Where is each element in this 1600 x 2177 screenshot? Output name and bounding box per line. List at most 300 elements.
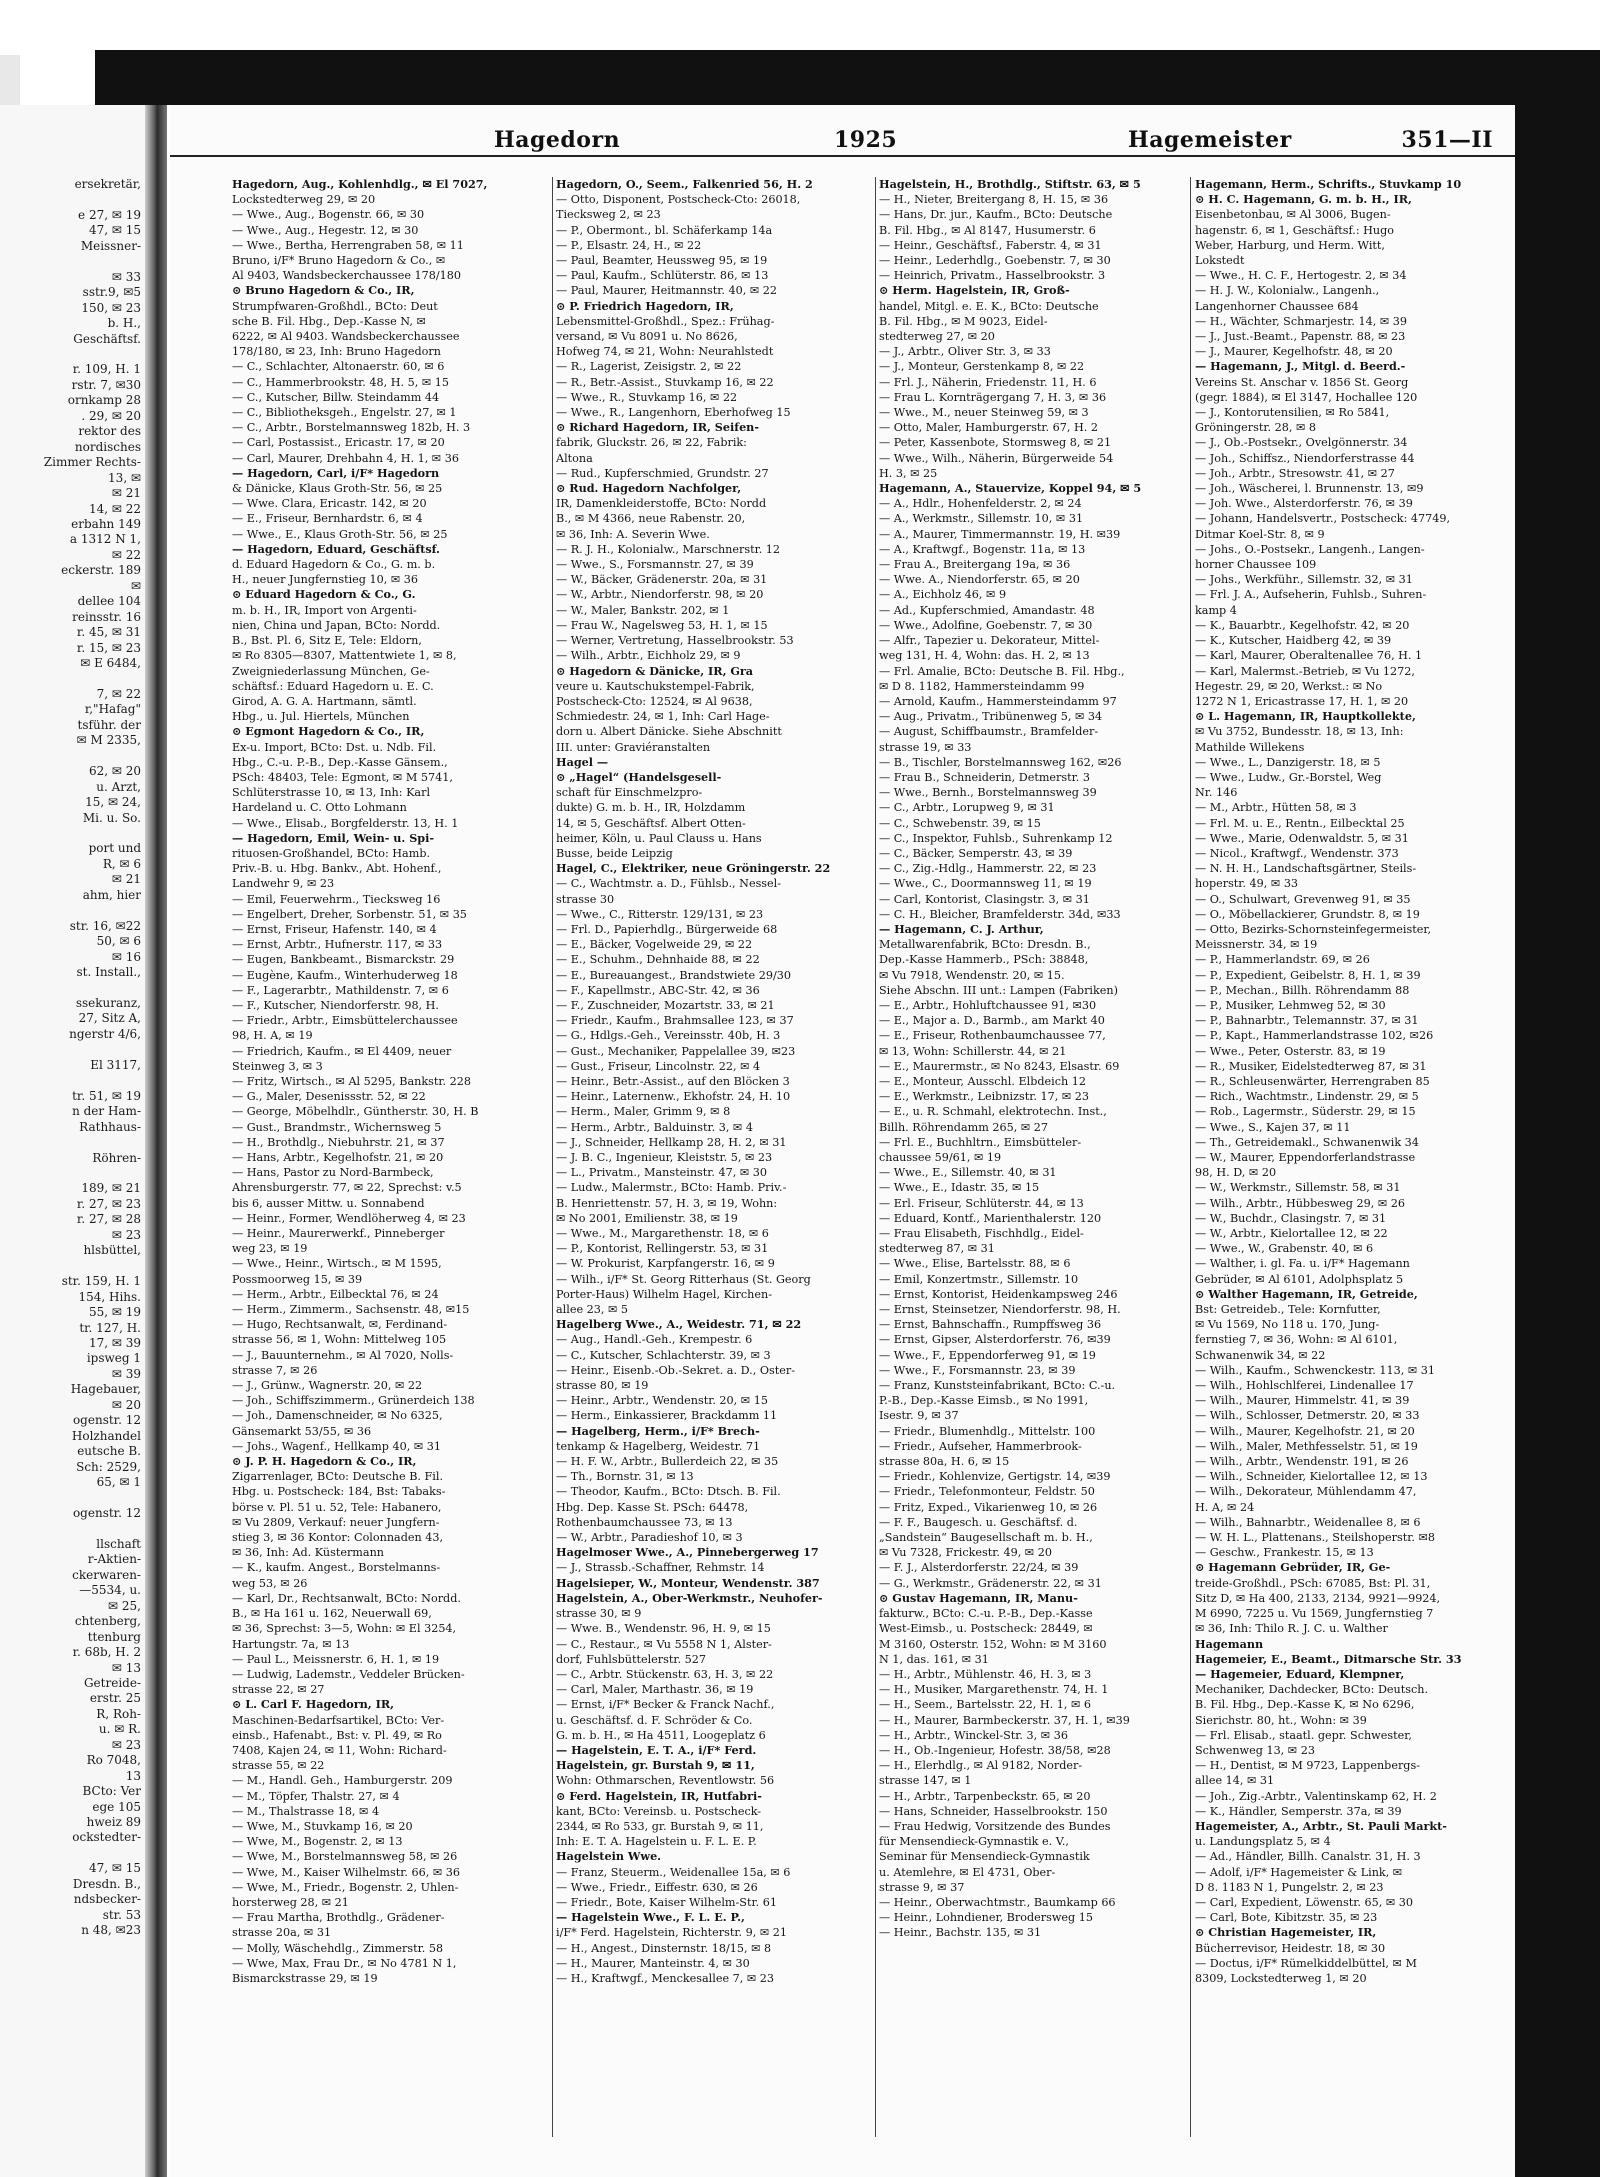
facing-page-line: 47, ✉ 15 xyxy=(88,1861,141,1876)
directory-entry-line: — H. F. W., Arbtr., Bullerdeich 22, ✉ 35 xyxy=(556,1455,779,1469)
directory-entry-line: — Frau L. Kornträgergang 7, H. 3, ✉ 36 xyxy=(879,390,1107,404)
directory-entry-line: Altona xyxy=(556,451,593,465)
directory-entry-line: Schwenweg 13, ✉ 23 xyxy=(1195,1743,1315,1757)
directory-entry-line: — Hagelstein Wwe., F. L. E. P., xyxy=(556,1910,745,1925)
directory-entry-line: — Wilh., Arbtr., Eichholz 29, ✉ 9 xyxy=(556,649,741,663)
directory-entry-line: Hagel, C., Elektriker, neue Gröningerstr. 22 xyxy=(556,861,831,876)
directory-entry-line: — P., Obermont., bl. Schäferkamp 14a xyxy=(556,223,773,237)
directory-entry-line: — Hans, Arbtr., Kegelhofstr. 21, ✉ 20 xyxy=(232,1151,444,1164)
directory-entry-line: — Friedr., Blumenhdlg., Mittelstr. 100 xyxy=(879,1424,1096,1438)
directory-entry-line: — August, Schiffbaumstr., Bramfelder- xyxy=(879,725,1099,739)
facing-page-line: Getreide- xyxy=(83,1675,141,1690)
directory-entry-line: — Wwe., S., Forsmannstr. 27, ✉ 39 xyxy=(556,558,754,572)
directory-entry-line: 6222, ✉ Al 9403. Wandsbeckerchaussee xyxy=(232,330,460,344)
directory-entry-line: — Wwe., M., neuer Steinweg 59, ✉ 3 xyxy=(879,406,1089,420)
directory-entry-line: fakturw., BCto: C.-u. P.-B., Dep.-Kasse xyxy=(879,1607,1093,1621)
directory-entry-line: — Aug., Privatm., Tribünenweg 5, ✉ 34 xyxy=(879,710,1103,724)
facing-page-line: ✉ 16 xyxy=(111,949,141,964)
directory-entry-line: Hagemeister, A., Arbtr., St. Pauli Markt- xyxy=(1195,1818,1447,1833)
directory-entry-line: B. Fil. Hbg., ✉ M 9023, Eidel- xyxy=(879,314,1048,328)
directory-entry-line: — H., Musiker, Margarethenstr. 74, H. 1 xyxy=(879,1683,1109,1697)
directory-entry-line: — Wilh., Dekorateur, Mühlendamm 47, xyxy=(1195,1485,1417,1499)
directory-entry-line: — Heinr., Oberwachtmstr., Baumkamp 66 xyxy=(879,1895,1116,1909)
directory-entry-line: — Wilh., Hohlschlferei, Lindenallee 17 xyxy=(1195,1379,1414,1393)
directory-entry-line: — Th., Getreidemakl., Schwanenwik 34 xyxy=(1195,1135,1419,1149)
directory-entry-line: — Wwe., Ludw., Gr.-Borstel, Weg xyxy=(1195,770,1382,784)
directory-entry-line: — Ludwig, Lademstr., Veddeler Brücken- xyxy=(232,1667,465,1681)
directory-entry-line: — Walther, i. gl. Fa. u. i/F* Hagemann xyxy=(1195,1257,1410,1271)
directory-entry-line: — J. B. C., Ingenieur, Kleiststr. 5, ✉ 23 xyxy=(556,1151,773,1164)
directory-entry-line: u. Landungsplatz 5, ✉ 4 xyxy=(1195,1835,1331,1849)
directory-entry-line: — Emil, Konzertmstr., Sillemstr. 10 xyxy=(879,1272,1079,1286)
directory-entry-line: — F., Kutscher, Niendorferstr. 98, H. xyxy=(232,998,439,1012)
facing-page-line: Geschäftsf. xyxy=(73,331,141,346)
directory-entry-line: B. Fil. Hbg., Dep.-Kasse K, ✉ No 6296, xyxy=(1195,1698,1415,1712)
directory-entry-line: — Gust., Mechaniker, Pappelallee 39, ✉23 xyxy=(556,1044,796,1058)
directory-entry-line: West-Eimsb., u. Postscheck: 28449, ✉ xyxy=(879,1622,1093,1636)
directory-entry-line: einsb., Hafenabt., Bst: v. Pl. 49, ✉ Ro xyxy=(232,1728,442,1742)
directory-entry-line: — Frl. J. A., Aufseherin, Fuhlsb., Suhren- xyxy=(1195,588,1427,602)
facing-page-line: r,"Hafag" xyxy=(84,702,141,717)
directory-entry-line: Rothenbaumchaussee 73, ✉ 13 xyxy=(556,1515,733,1529)
directory-entry-line: — Molly, Wäschehdlg., Zimmerstr. 58 xyxy=(232,1941,444,1955)
directory-entry-line: — H., Wächter, Schmarjestr. 14, ✉ 39 xyxy=(1195,314,1408,328)
directory-entry-line: — Hagemann, J., Mitgl. d. Beerd.- xyxy=(1195,359,1406,374)
directory-entry-line: D 8. 1183 N 1, Pungelstr. 2, ✉ 23 xyxy=(1195,1880,1384,1894)
directory-entry-line: — R., Musiker, Eidelstedterweg 87, ✉ 31 xyxy=(1195,1059,1427,1073)
directory-entry-line: — Werner, Vertretung, Hasselbrookstr. 53 xyxy=(556,634,794,648)
directory-entry-line: — Rich., Wachtmstr., Lindenstr. 29, ✉ 5 xyxy=(1195,1090,1419,1104)
facing-page-line: u. Arzt, xyxy=(96,779,141,794)
directory-entry-line: Sitz D, ✉ Ha 400, 2133, 2134, 9921—9924, xyxy=(1195,1591,1441,1605)
directory-entry-line: 2344, ✉ Ro 533, gr. Burstah 9, ✉ 11, xyxy=(556,1819,764,1833)
directory-entry-line: — Otto, Maler, Hamburgerstr. 67, H. 2 xyxy=(879,421,1098,435)
facing-page-line: ✉ 39 xyxy=(111,1366,141,1381)
directory-entry-line: Possmoorweg 15, ✉ 39 xyxy=(232,1272,363,1286)
directory-entry-line: — Wwe. Clara, Ericastr. 142, ✉ 20 xyxy=(232,497,427,511)
directory-entry-line: — Frau Hedwig, Vorsitzende des Bundes xyxy=(879,1819,1111,1833)
directory-entry-line: 1272 N 1, Ericastrasse 17, H. 1, ✉ 20 xyxy=(1195,694,1409,708)
directory-entry-line: — L., Privatm., Mansteinstr. 47, ✉ 30 xyxy=(556,1166,768,1180)
directory-entry-line: ⊙ Bruno Hagedorn & Co., IR, xyxy=(232,283,415,298)
directory-entry-line: — E., Maurermstr., ✉ No 8243, Elsastr. 69 xyxy=(879,1059,1120,1073)
directory-entry-line: treide-Großhdl., PSch: 67085, Bst: Pl. 31, xyxy=(1195,1576,1431,1590)
directory-entry-line: — Hugo, Rechtsanwalt, ✉, Ferdinand- xyxy=(232,1318,448,1332)
directory-entry-line: N 1, das. 161, ✉ 31 xyxy=(879,1652,989,1666)
directory-entry-line: — K., kaufm. Angest., Borstelmanns- xyxy=(232,1561,441,1575)
directory-entry-line: — C., Arbtr., Borstelmannsweg 182b, H. 3 xyxy=(232,421,471,435)
directory-column-3 xyxy=(879,177,1197,2132)
facing-page-line xyxy=(1,1259,141,1274)
directory-entry-line: — J., Bauunternehm., ✉ Al 7020, Nolls- xyxy=(232,1348,454,1362)
facing-page-line xyxy=(1,749,141,764)
directory-entry-line: ⊙ J. P. H. Hagedorn & Co., IR, xyxy=(232,1454,417,1469)
facing-page-line: ipsweg 1 xyxy=(86,1351,141,1366)
directory-entry-line: Hagelstein Wwe. xyxy=(556,1849,662,1864)
facing-page-line: ockstedter- xyxy=(72,1830,141,1845)
directory-entry-line: ⊙ Hagemann Gebrüder, IR, Ge- xyxy=(1195,1560,1391,1575)
directory-entry-line: — Karl, Malermst.-Betrieb, ✉ Vu 1272, xyxy=(1195,664,1415,678)
directory-entry-line: nien, China und Japan, BCto: Nordd. xyxy=(232,618,441,632)
directory-column-4 xyxy=(1195,177,1495,2132)
directory-entry-line: ✉ No 2001, Emilienstr. 38, ✉ 19 xyxy=(556,1211,738,1225)
directory-entry-line: — Emil, Feuerwehrm., Tiecksweg 16 xyxy=(232,892,441,906)
directory-entry-line: — J., Grünw., Wagnerstr. 20, ✉ 22 xyxy=(232,1379,423,1393)
directory-entry-line: weg 23, ✉ 19 xyxy=(232,1242,308,1256)
directory-entry-line: — Carl, Maler, Marthastr. 36, ✉ 19 xyxy=(556,1683,754,1697)
directory-entry-line: — Wilh., Maler, Methfesselstr. 51, ✉ 19 xyxy=(1195,1439,1418,1453)
directory-entry-line: — Wwe., Friedr., Eiffestr. 630, ✉ 26 xyxy=(556,1880,758,1894)
directory-entry-line: allee 14, ✉ 31 xyxy=(1195,1774,1275,1788)
directory-entry-line: — Heinr., Eisenb.-Ob.-Sekret. a. D., Oster- xyxy=(556,1363,795,1377)
directory-entry-line: IR, Damenkleiderstoffe, BCto: Nordd xyxy=(556,497,767,511)
directory-entry-line: — H., Kraftwgf., Menckesallee 7, ✉ 23 xyxy=(556,1971,775,1985)
facing-page-line: 154, Hihs. xyxy=(78,1289,141,1304)
column-divider xyxy=(552,177,553,2137)
directory-entry-line: — G., Werkmstr., Grädenerstr. 22, ✉ 31 xyxy=(879,1576,1102,1590)
directory-entry-line: — Wilh., Maurer, Himmelstr. 41, ✉ 39 xyxy=(1195,1394,1410,1408)
facing-page-line: ersekretär, xyxy=(74,177,141,191)
directory-entry-line: dorn u. Albert Dänicke. Siehe Abschnitt xyxy=(556,725,782,739)
directory-entry-line: — Friedr., Arbtr., Eimsbüttelerchaussee xyxy=(232,1014,458,1028)
directory-entry-line: — W., Arbtr., Paradieshof 10, ✉ 3 xyxy=(556,1531,743,1545)
directory-entry-line: — Ernst, Gipser, Alsterdorferstr. 76, ✉39 xyxy=(879,1333,1111,1347)
directory-entry-line: — A., Maurer, Timmermannstr. 19, H. ✉39 xyxy=(879,527,1121,541)
directory-entry-line: — J., Schneider, Hellkamp 28, H. 2, ✉ 31 xyxy=(556,1135,787,1149)
directory-entry-line: — Carl, Kontorist, Clasingstr. 3, ✉ 31 xyxy=(879,892,1090,906)
facing-page-line: ogenstr. 12 xyxy=(72,1505,141,1520)
directory-entry-line: — Wwe., Bernh., Borstelmannsweg 39 xyxy=(879,786,1097,800)
directory-entry-line: strasse 30 xyxy=(556,892,615,906)
facing-page-line: ✉ 23 xyxy=(111,1227,141,1242)
facing-page-line xyxy=(1,1846,141,1861)
directory-entry-line: — Hans, Schneider, Hasselbrookstr. 150 xyxy=(879,1804,1108,1818)
directory-entry-line: — Wwe., Peter, Osterstr. 83, ✉ 19 xyxy=(1195,1044,1386,1058)
facing-page-line: 7, ✉ 22 xyxy=(96,686,141,701)
directory-entry-line: — P., Kapt., Hammerlandstrasse 102, ✉26 xyxy=(1195,1029,1434,1043)
directory-entry-line: ⊙ Richard Hagedorn, IR, Seifen- xyxy=(556,420,759,435)
directory-entry-line: G. m. b. H., ✉ Ha 4511, Loogeplatz 6 xyxy=(556,1728,766,1742)
directory-entry-line: Bruno, i/F* Bruno Hagedorn & Co., ✉ xyxy=(232,254,446,268)
directory-entry-line: 178/180, ✉ 23, Inh: Bruno Hagedorn xyxy=(232,345,441,359)
facing-page-line xyxy=(1,1521,141,1536)
directory-entry-line: — Heinr., Geschäftsf., Faberstr. 4, ✉ 31 xyxy=(879,238,1102,252)
directory-entry-line: für Mensendieck-Gymnastik e. V., xyxy=(879,1835,1069,1849)
directory-entry-line: — Wwe., R., Langenhorn, Eberhofweg 15 xyxy=(556,406,791,420)
directory-entry-line: strasse 19, ✉ 33 xyxy=(879,740,972,754)
facing-page-line: tsführ. der xyxy=(77,717,141,732)
directory-entry-line: ⊙ Herm. Hagelstein, IR, Groß- xyxy=(879,283,1070,298)
directory-entry-line: Hagemann, Herm., Schrifts., Stuvkamp 10 xyxy=(1195,177,1462,191)
directory-entry-line: — J., Monteur, Gerstenkamp 8, ✉ 22 xyxy=(879,360,1085,374)
header-first-name: Hagedorn xyxy=(494,127,621,153)
directory-entry-line: — G., Hdlgs.-Geh., Vereinsstr. 40b, H. 3 xyxy=(556,1029,781,1043)
directory-entry-line: Ex-u. Import, BCto: Dst. u. Ndb. Fil. xyxy=(232,740,437,754)
facing-page-line: ✉ xyxy=(130,578,141,593)
directory-entry-line: — Erl. Friseur, Schlüterstr. 44, ✉ 13 xyxy=(879,1196,1084,1210)
directory-entry-line: schaft für Einschmelzpro- xyxy=(556,786,703,800)
directory-entry-line: „Sandstein“ Baugesellschaft m. b. H., xyxy=(879,1531,1093,1545)
directory-entry-line: — C., Bibliotheksgeh., Engelstr. 27, ✉ 1 xyxy=(232,406,457,420)
directory-entry-line: — R., Lagerist, Zeisigstr. 2, ✉ 22 xyxy=(556,360,742,374)
directory-entry-line: — E., Friseur, Rothenbaumchaussee 77, xyxy=(879,1029,1106,1043)
directory-entry-line: — Ad., Kupferschmied, Amandastr. 48 xyxy=(879,603,1095,617)
directory-entry-line: — Ernst, Arbtr., Hufnerstr. 117, ✉ 33 xyxy=(232,938,443,952)
directory-entry-line: strasse 9, ✉ 37 xyxy=(879,1880,965,1894)
directory-entry-line: Vereins St. Anschar v. 1856 St. Georg xyxy=(1195,375,1409,389)
directory-entry-line: — C., Hammerbrookstr. 48, H. 5, ✉ 15 xyxy=(232,375,450,389)
directory-entry-line: — Karl, Dr., Rechtsanwalt, BCto: Nordd. xyxy=(232,1591,461,1605)
directory-entry-line: — E., Bäcker, Vogelweide 29, ✉ 22 xyxy=(556,938,753,952)
directory-entry-line: ✉ 13, Wohn: Schillerstr. 44, ✉ 21 xyxy=(879,1044,1067,1058)
directory-entry-line: Billh. Röhrendamm 265, ✉ 27 xyxy=(879,1120,1049,1134)
directory-entry-line: — Peter, Kassenbote, Stormsweg 8, ✉ 21 xyxy=(879,436,1112,450)
facing-page-line: Meissner- xyxy=(80,238,141,253)
directory-entry-line: Strumpfwaren-Großhdl., BCto: Deut xyxy=(232,299,438,313)
directory-entry-line: — P., Hammerlandstr. 69, ✉ 26 xyxy=(1195,953,1370,967)
directory-entry-line: — F., Lagerarbtr., Mathildenstr. 7, ✉ 6 xyxy=(232,983,449,997)
facing-page-line: ✉ 20 xyxy=(111,1397,141,1412)
directory-entry-line: — Fritz, Wirtsch., ✉ Al 5295, Bankstr. 228 xyxy=(232,1074,471,1088)
directory-entry-line: — Frau Martha, Brothdlg., Grädener- xyxy=(232,1911,445,1925)
directory-entry-line: ✉ Vu 3752, Bundesstr. 18, ✉ 13, Inh: xyxy=(1195,725,1404,739)
directory-entry-line: strasse 22, ✉ 27 xyxy=(232,1683,325,1697)
directory-entry-line: — Wwe., F., Eppendorferweg 91, ✉ 19 xyxy=(879,1348,1096,1362)
facing-page-line: ogenstr. 12 xyxy=(72,1413,141,1428)
directory-entry-line: — R., Schleusenwärter, Herrengraben 85 xyxy=(1195,1074,1430,1088)
directory-entry-line: weg 131, H. 4, Wohn: das. H. 2, ✉ 13 xyxy=(879,649,1090,663)
directory-entry-line: — C., Zig.-Hdlg., Hammerstr. 22, ✉ 23 xyxy=(879,862,1097,876)
directory-entry-line: — Wwe., C., Doormannsweg 11, ✉ 19 xyxy=(879,877,1092,891)
directory-entry-line: — A., Eichholz 46, ✉ 9 xyxy=(879,588,1007,602)
directory-entry-line: — Wwe., M., Margarethenstr. 18, ✉ 6 xyxy=(556,1227,769,1241)
directory-entry-line: ⊙ Christian Hagemeister, IR, xyxy=(1195,1925,1377,1940)
directory-entry-line: Siehe Abschn. III unt.: Lampen (Fabriken) xyxy=(879,983,1118,997)
facing-page-line: El 3117, xyxy=(90,1057,141,1072)
directory-entry-line: — C., Schlachter, Altonaerstr. 60, ✉ 6 xyxy=(232,360,445,374)
directory-entry-line: Hagelstein, A., Ober-Werkmstr., Neuhofer- xyxy=(556,1590,823,1605)
directory-entry-line: P.-B., Dep.-Kasse Eimsb., ✉ No 1991, xyxy=(879,1394,1089,1408)
facing-page-line: reinsstr. 16 xyxy=(72,609,141,624)
facing-page-line: 65, ✉ 1 xyxy=(96,1475,141,1490)
directory-entry-line: — Wilh., Kaufm., Schwenckestr. 113, ✉ 31 xyxy=(1195,1363,1436,1377)
directory-entry-line: bis 6, ausser Mittw. u. Sonnabend xyxy=(232,1196,425,1210)
directory-entry-line: Meissnerstr. 34, ✉ 19 xyxy=(1195,938,1318,952)
directory-entry-line: — Wilh., Schlosser, Detmerstr. 20, ✉ 33 xyxy=(1195,1409,1420,1423)
directory-entry-line: — F., Kapellmstr., ABC-Str. 42, ✉ 36 xyxy=(556,983,760,997)
column-divider xyxy=(875,177,876,2137)
directory-entry-line: — Wwe, M., Borstelmannsweg 58, ✉ 26 xyxy=(232,1850,458,1864)
facing-page-line: ngerstr 4/6, xyxy=(69,1026,141,1041)
facing-page-line: ornkamp 28 xyxy=(67,393,141,408)
facing-page-line: Ro 7048, xyxy=(86,1753,141,1768)
directory-entry-line: — C., Inspektor, Fuhlsb., Suhrenkamp 12 xyxy=(879,831,1113,845)
directory-entry-line: allee 23, ✉ 5 xyxy=(556,1303,629,1317)
directory-entry-line: Inh: E. T. A. Hagelstein u. F. L. E. P. xyxy=(556,1835,757,1849)
directory-column-1 xyxy=(232,177,550,2132)
column-divider xyxy=(1190,177,1191,2137)
directory-entry-line: B., ✉ Ha 161 u. 162, Neuerwall 69, xyxy=(232,1607,432,1621)
directory-entry-line: 8309, Lockstedterweg 1, ✉ 20 xyxy=(1195,1971,1367,1985)
directory-entry-line: Hagelmoser Wwe., A., Pinnebergerweg 17 xyxy=(556,1545,819,1560)
directory-entry-line: — H., Seem., Bartelsstr. 22, H. 1, ✉ 6 xyxy=(879,1698,1091,1712)
directory-entry-line: — H., Maurer, Barmbeckerstr. 37, H. 1, ✉39 xyxy=(879,1713,1130,1727)
facing-page-line: chtenberg, xyxy=(74,1614,141,1629)
facing-page-line xyxy=(1,192,141,207)
facing-page-line: 55, ✉ 19 xyxy=(88,1305,141,1320)
directory-entry-line: — Geschw., Frankestr. 15, ✉ 13 xyxy=(1195,1546,1374,1560)
directory-entry-line: — Wilh., Schneider, Kielortallee 12, ✉ 13 xyxy=(1195,1470,1428,1484)
directory-entry-line: schäftsf.: Eduard Hagedorn u. E. C. xyxy=(232,679,434,693)
directory-entry-line: Metallwarenfabrik, BCto: Dresdn. B., xyxy=(879,938,1091,952)
directory-entry-line: 98, H. D, ✉ 20 xyxy=(1195,1166,1277,1180)
directory-entry-line: ⊙ H. C. Hagemann, G. m. b. H., IR, xyxy=(1195,192,1412,207)
directory-entry-line: — Wilh., Arbtr., Wendenstr. 191, ✉ 26 xyxy=(1195,1455,1409,1469)
facing-page-line: R, Roh- xyxy=(96,1706,141,1721)
facing-page-line: ttenburg xyxy=(87,1629,141,1644)
directory-entry-line: — Friedr., Bote, Kaiser Wilhelm-Str. 61 xyxy=(556,1895,777,1909)
directory-entry-line: ⊙ Gustav Hagemann, IR, Manu- xyxy=(879,1590,1078,1605)
directory-entry-line: — C., Wachtmstr. a. D., Fühlsb., Nessel- xyxy=(556,877,782,891)
directory-entry-line: — Wwe., Heinr., Wirtsch., ✉ M 1595, xyxy=(232,1257,442,1271)
facing-page-line xyxy=(1,1491,141,1506)
directory-entry-line: — O., Schulwart, Grevenweg 91, ✉ 35 xyxy=(1195,892,1411,906)
directory-entry-line: — Wwe., W., Grabenstr. 40, ✉ 6 xyxy=(1195,1242,1374,1256)
facing-page-line: rektor des xyxy=(78,424,141,439)
directory-entry-line: ⊙ P. Friedrich Hagedorn, IR, xyxy=(556,298,734,313)
directory-entry-line: — Carl, Expedient, Löwenstr. 65, ✉ 30 xyxy=(1195,1895,1413,1909)
facing-page-line: 13, ✉ xyxy=(108,470,141,485)
directory-entry-line: — Frau B., Schneiderin, Detmerstr. 3 xyxy=(879,770,1090,784)
directory-entry-line: — Wwe. A., Niendorferstr. 65, ✉ 20 xyxy=(879,573,1080,587)
facing-page-line: ege 105 xyxy=(92,1799,141,1814)
facing-page-line: rstr. 7, ✉30 xyxy=(71,377,141,392)
directory-entry-line: strasse 55, ✉ 22 xyxy=(232,1759,325,1773)
directory-entry-line: ✉ 36, Sprechst: 3—5, Wohn: ✉ El 3254, xyxy=(232,1622,457,1636)
directory-entry-line: — Ernst, Kontorist, Heidenkampsweg 246 xyxy=(879,1287,1118,1301)
directory-entry-line: — Herm., Einkassierer, Brackdamm 11 xyxy=(556,1409,778,1423)
directory-entry-line: ⊙ Hagedorn & Dänicke, IR, Gra xyxy=(556,663,754,678)
directory-entry-line: III. unter: Graviéranstalten xyxy=(556,740,711,754)
directory-entry-line: — Engelbert, Dreher, Sorbenstr. 51, ✉ 35 xyxy=(232,907,467,921)
directory-entry-line: — Wwe. B., Wendenstr. 96, H. 9, ✉ 15 xyxy=(556,1622,771,1636)
directory-entry-line: — P., Elsastr. 24, H., ✉ 22 xyxy=(556,238,702,252)
directory-entry-line: Isestr. 9, ✉ 37 xyxy=(879,1409,959,1423)
directory-entry-line: — A., Kraftwgf., Bogenstr. 11a, ✉ 13 xyxy=(879,542,1086,556)
directory-entry-line: — Wilh., i/F* St. Georg Ritterhaus (St. Georg xyxy=(556,1272,811,1286)
directory-entry-line: Hbg., C.-u. P.-B., Dep.-Kasse Gänsem., xyxy=(232,755,448,769)
directory-entry-line: ✉ 36, Inh: Ad. Küstermann xyxy=(232,1546,384,1560)
directory-entry-line: — Hagedorn, Eduard, Geschäftsf. xyxy=(232,541,440,556)
directory-entry-line: — J., Kontorutensilien, ✉ Ro 5841, xyxy=(1195,406,1390,420)
directory-entry-line: — Joh., Damenschneider, ✉ No 6325, xyxy=(232,1409,443,1423)
directory-entry-line: H., neuer Jungfernstieg 10, ✉ 36 xyxy=(232,573,419,587)
directory-entry-line: — H., Dentist, ✉ M 9723, Lappenbergs- xyxy=(1195,1759,1420,1773)
directory-entry-line: — Heinr., Maurerwerkf., Pinneberger xyxy=(232,1227,445,1241)
directory-entry-line: hoperstr. 49, ✉ 33 xyxy=(1195,877,1299,891)
directory-page xyxy=(170,105,1515,2177)
facing-page-line: str. 53 xyxy=(102,1907,141,1922)
directory-entry-line: — Herm., Arbtr., Balduinstr. 3, ✉ 4 xyxy=(556,1120,753,1134)
facing-page-line: 15, ✉ 24, xyxy=(85,795,141,810)
directory-entry-line: ⊙ Walther Hagemann, IR, Getreide, xyxy=(1195,1286,1418,1301)
directory-entry-line: — E., Arbtr., Hohluftchaussee 91, ✉30 xyxy=(879,998,1097,1012)
directory-entry-line: Hagelsieper, W., Monteur, Wendenstr. 387 xyxy=(556,1575,820,1590)
facing-page-line xyxy=(1,1073,141,1088)
facing-page-line: hlsbüttel, xyxy=(83,1243,141,1258)
directory-entry-line: rituosen-Großhandel, BCto: Hamb. xyxy=(232,846,431,860)
facing-page-line: dellee 104 xyxy=(77,594,141,609)
directory-entry-line: d. Eduard Hagedorn & Co., G. m. b. xyxy=(232,558,436,572)
directory-entry-line: — Ludw., Malermstr., BCto: Hamb. Priv.- xyxy=(556,1181,787,1195)
directory-entry-line: horsterweg 28, ✉ 21 xyxy=(232,1895,349,1909)
facing-page-line: str. 16, ✉22 xyxy=(69,918,141,933)
directory-entry-line: Lockstedterweg 29, ✉ 20 xyxy=(232,193,376,207)
facing-page-line: r. 15, ✉ 23 xyxy=(76,640,141,655)
facing-page-text xyxy=(1,177,141,1939)
directory-entry-line: — Wwe, Max, Frau Dr., ✉ No 4781 N 1, xyxy=(232,1956,457,1970)
directory-entry-line: — Ernst, Bahnschaffn., Rumpffsweg 36 xyxy=(879,1318,1102,1332)
directory-entry-line: — F., Zuschneider, Mozartstr. 33, ✉ 21 xyxy=(556,998,775,1012)
directory-entry-line: — W., Werkmstr., Sillemstr. 58, ✉ 31 xyxy=(1195,1181,1401,1195)
directory-entry-line: strasse 56, ✉ 1, Wohn: Mittelweg 105 xyxy=(232,1333,447,1347)
directory-entry-line: — Wwe., E., Sillemstr. 40, ✉ 31 xyxy=(879,1166,1057,1180)
facing-page-line: Röhren- xyxy=(92,1150,141,1165)
directory-entry-line: — C., Restaur., ✉ Vu 5558 N 1, Alster- xyxy=(556,1637,772,1651)
facing-page-line: erbahn 149 xyxy=(71,516,141,531)
directory-entry-line: — Hagelstein, E. T. A., i/F* Ferd. xyxy=(556,1742,757,1757)
directory-entry-line: Langenhorner Chaussee 684 xyxy=(1195,299,1359,313)
directory-entry-line: strasse 80, ✉ 19 xyxy=(556,1379,649,1393)
directory-entry-line: — H. J. W., Kolonialw., Langenh., xyxy=(1195,284,1380,298)
directory-entry-line: — Nicol., Kraftwgf., Wendenstr. 373 xyxy=(1195,846,1399,860)
directory-entry-line: — Gust., Brandmstr., Wichernsweg 5 xyxy=(232,1120,442,1134)
directory-entry-line: ⊙ Eduard Hagedorn & Co., G. xyxy=(232,587,416,602)
directory-entry-line: — Doctus, i/F* Rümelkiddelbüttel, ✉ M xyxy=(1195,1956,1417,1970)
directory-entry-line: Seminar für Mensendieck-Gymnastik xyxy=(879,1850,1090,1864)
directory-entry-line: — R. J. H., Kolonialw., Marschnerstr. 12 xyxy=(556,542,781,556)
facing-page-line: ✉ 21 xyxy=(111,872,141,887)
directory-entry-line: Hagemann, A., Stauervize, Koppel 94, ✉ 5 xyxy=(879,481,1142,496)
directory-entry-line: — C., Arbtr., Lorupweg 9, ✉ 31 xyxy=(879,801,1055,815)
book-gutter xyxy=(145,105,167,2177)
directory-entry-line: B. Fil. Hbg., ✉ Al 8147, Husumerstr. 6 xyxy=(879,223,1096,237)
directory-entry-line: ✉ D 8. 1182, Hammersteindamm 99 xyxy=(879,679,1085,693)
directory-entry-line: M 3160, Osterstr. 152, Wohn: ✉ M 3160 xyxy=(879,1637,1107,1651)
directory-entry-line: stedterweg 27, ✉ 20 xyxy=(879,330,995,344)
directory-entry-line: strasse 147, ✉ 1 xyxy=(879,1774,972,1788)
facing-page-line: ✉ 23 xyxy=(111,1737,141,1752)
directory-entry-line: — P., Expedient, Geibelstr. 8, H. 1, ✉ 39 xyxy=(1195,968,1421,982)
facing-page-line: ssekuranz, xyxy=(75,996,141,1011)
facing-page-line: ✉ 25, xyxy=(108,1598,141,1613)
directory-entry-line: m. b. H., IR, Import von Argenti- xyxy=(232,603,417,617)
directory-entry-line: — Heinr., Lederhdlg., Goebenstr. 7, ✉ 30 xyxy=(879,254,1111,268)
directory-entry-line: Landwehr 9, ✉ 23 xyxy=(232,877,335,891)
directory-entry-line: dorf, Fuhlsbüttelerstr. 527 xyxy=(556,1652,706,1666)
directory-entry-line: — Wwe., F., Forsmannstr. 23, ✉ 39 xyxy=(879,1363,1076,1377)
directory-entry-line: 98, H. A, ✉ 19 xyxy=(232,1029,313,1043)
directory-entry-line: — Otto, Disponent, Postscheck-Cto: 26018, xyxy=(556,193,801,207)
directory-entry-line: Sierichstr. 80, ht., Wohn: ✉ 39 xyxy=(1195,1713,1367,1727)
facing-page-line: ✉ E 6484, xyxy=(80,656,141,671)
directory-entry-line: — H., Maurer, Manteinstr. 4, ✉ 30 xyxy=(556,1956,750,1970)
facing-page-line: 50, ✉ 6 xyxy=(96,934,141,949)
directory-entry-line: — P., Bahnarbtr., Telemannstr. 37, ✉ 31 xyxy=(1195,1014,1419,1028)
facing-page-line: ndsbecker- xyxy=(73,1892,141,1907)
directory-entry-line: Lokstedt xyxy=(1195,254,1245,268)
directory-entry-line: — Wwe., C., Ritterstr. 129/131, ✉ 23 xyxy=(556,907,764,921)
